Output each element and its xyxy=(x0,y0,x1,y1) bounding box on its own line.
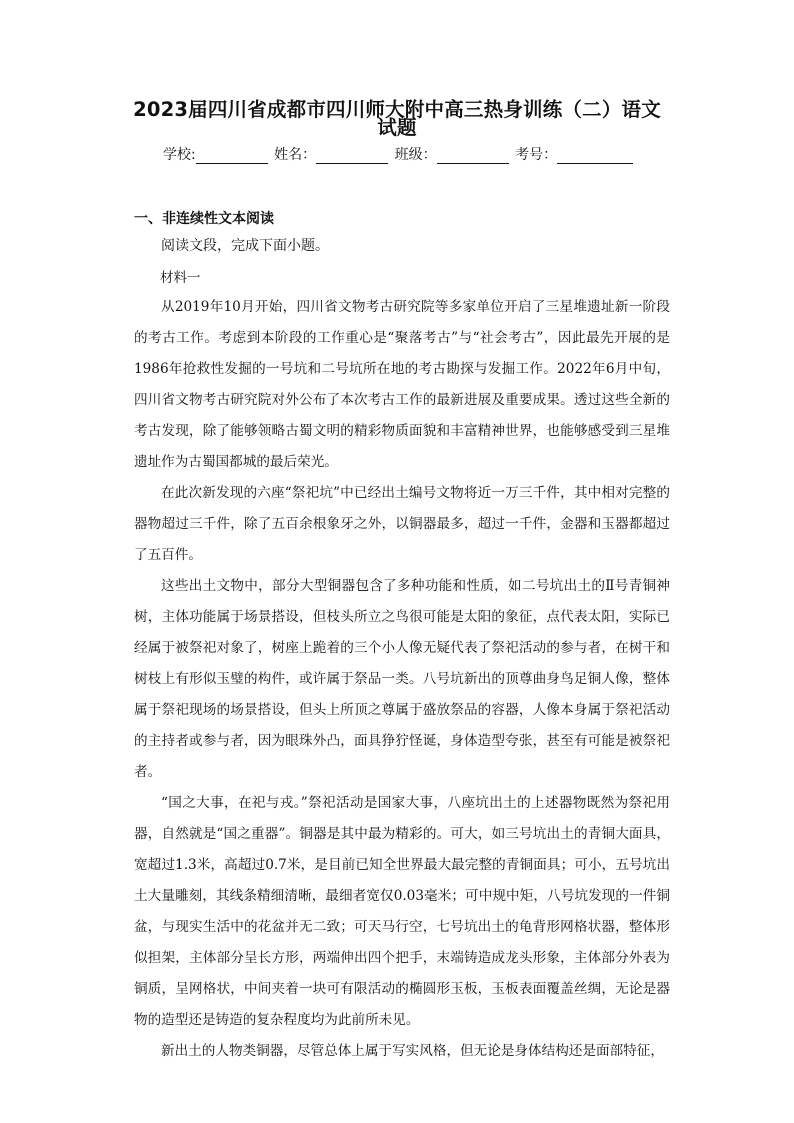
student-info-row xyxy=(163,144,635,164)
school-label: 学校: xyxy=(163,147,196,163)
name-blank[interactable] xyxy=(316,149,388,164)
instruction-text: 阅读文段，完成下面小题。 xyxy=(161,238,329,254)
number-blank[interactable] xyxy=(557,149,633,164)
class-label: 班级： xyxy=(394,147,437,163)
paragraph-3: 这些出土文物中，部分大型铜器包含了多种功能和性质，如二号坑出土的Ⅱ号青铜神树，主体功能属于场景搭设，但枝头所立之鸟很可能是太阳的象征，点代表太阳，实际已经属于被祭祀对象了，树座上跪着的三个小人像无疑代表了祭祀活动的参与者，在树干和树枝上有形似玉璧的构件，或许属于祭品一类。八号坑新出的顶尊曲身鸟足铜人像，整体属于祭祀现场的场景搭设，但头上所顶之尊属于盛放祭品的容器，人像本身属于祭祀活动的主持者或参与者，因为眼珠外凸，面具狰狞怪诞，身体造型夸张，甚至有可能是被祭祀者。 xyxy=(134,578,670,780)
section-heading: 一、非连续性文本阅读 xyxy=(134,211,274,227)
paragraph-4: “国之大事，在祀与戎。”祭祀活动是国家大事，八座坑出土的上述器物既然为祭祀用器，自然就是“国之重器”。铜器是其中最为精彩的。可大，如三号坑出土的青铜大面具，宽超过1.3米，高超过0.7米，是目前已知全世界最大最完整的青铜面具；可小，五号坑出土大量雕刻，其线条精细清晰，最细者宽仅0.03毫米；可中规中矩，八号坑发现的一件铜盆，与现实生活中的花盆并无二致；可天马行空，七号坑出土的龟背形网格状器，整体形似担架，主体部分呈长方形，两端伸出四个把手，末端铸造成龙头形象，主体部分外表为铜质，呈网格状，中间夹着一块可有限活动的椭圆形玉板，玉板表面覆盖丝绸，无论是器物的造型还是铸造的复杂程度均为此前所未见。 xyxy=(134,795,671,1028)
document-title-line2: 试题 xyxy=(377,116,417,139)
material-label: 材料一 xyxy=(160,270,201,286)
document-title-line1: 2023届四川省成都市四川师大附中高三热身训练（二）语文 xyxy=(133,98,661,121)
class-blank[interactable] xyxy=(437,149,509,164)
paragraph-5: 新出土的人物类铜器，尽管总体上属于写实风格，但无论是身体结构还是面部特征， xyxy=(161,1043,664,1059)
number-label: 考号： xyxy=(515,147,558,163)
name-label: 姓名： xyxy=(274,147,317,163)
paragraph-2: 在此次新发现的六座“祭祀坑”中已经出土编号文物将近一万三千件，其中相对完整的器物超过三千件，除了五百余根象牙之外，以铜器最多，超过一千件，金器和玉器都超过了五百件。 xyxy=(134,485,670,563)
school-blank[interactable] xyxy=(196,149,268,164)
paragraph-1: 从2019年10月开始，四川省文物考古研究院等多家单位开启了三星堆遗址新一阶段的考古工作。考虑到本阶段的工作重心是“聚落考古”与“社会考古”，因此最先开展的是1986年抢救性发掘的一号坑和二号坑所在地的考古勘探与发掘工作。2022年6月中旬，四川省文物考古研究院对外公布了本次考古工作的最新进展及重要成果。透过这些全新的考古发现，除了能够领略古蜀文明的精彩物质面貌和丰富精神世界，也能够感受到三星堆遗址作为古蜀国都城的最后荣光。 xyxy=(134,299,670,470)
